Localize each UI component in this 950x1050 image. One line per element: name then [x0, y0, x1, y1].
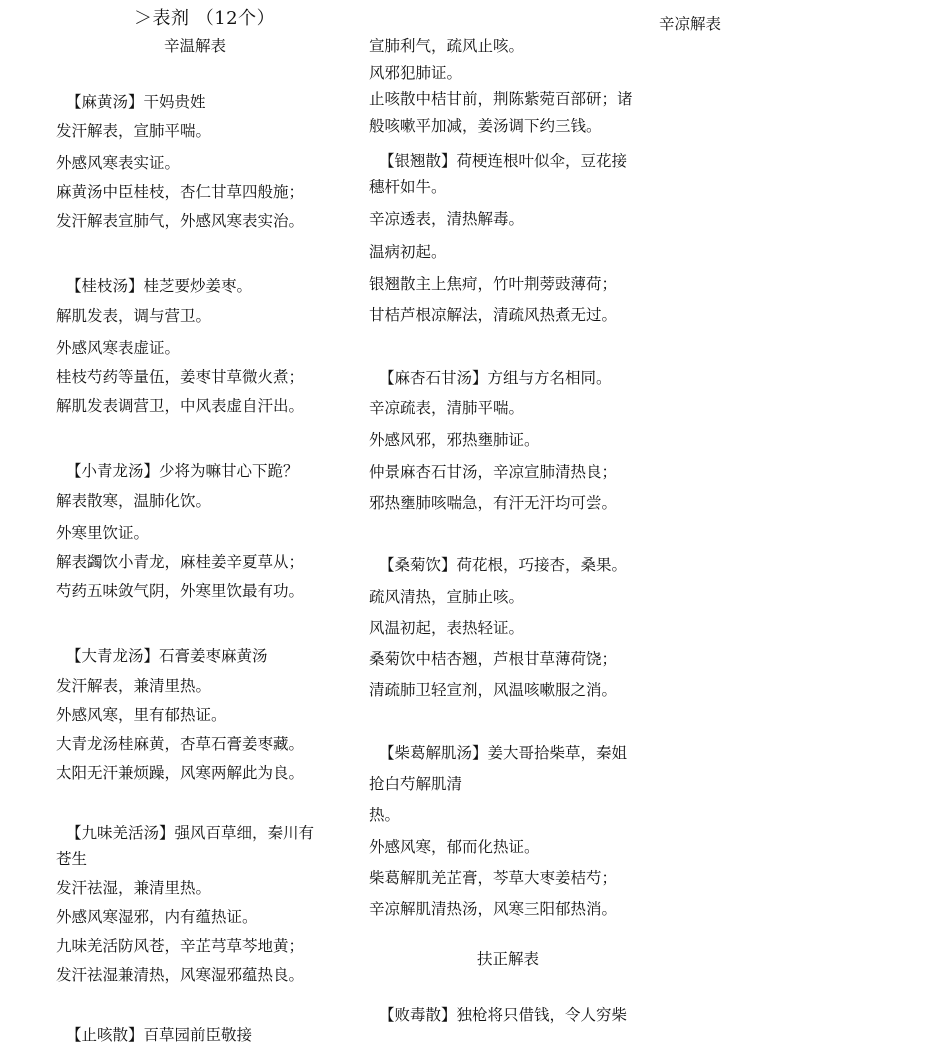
formula-verse-line: 仲景麻杏石甘汤，辛凉宣肺清热良； — [369, 463, 618, 481]
formula-verse-line: 麻黄汤中臣桂枝，杏仁甘草四般施； — [56, 183, 305, 201]
formula-verse-line: 发汗解表宣肺气，外感风寒表实治。 — [56, 212, 305, 230]
formula-indication: 风邪犯肺证。 — [369, 64, 463, 82]
section-heading-biaoji: ＞表剂 （12个） — [134, 8, 276, 29]
formula-verse-line: 邪热壅肺咳喘急，有汗无汗均可尝。 — [369, 494, 618, 512]
formula-title-continued: 热。 — [369, 806, 401, 824]
subsection-heading-xinliang: 辛凉解表 — [659, 15, 722, 33]
formula-title: 【小青龙汤】少将为嘛甘心下跪？ — [66, 462, 299, 480]
formula-effect: 宣肺利气，疏风止咳。 — [369, 37, 525, 55]
formula-indication: 风温初起，表热轻证。 — [369, 619, 525, 637]
formula-indication: 外感风寒，郁而化热证。 — [369, 838, 540, 856]
formula-title: 【止咳散】百草园前臣敬接 — [66, 1026, 253, 1044]
formula-verse-line: 般咳嗽平加减，姜汤调下约三钱。 — [369, 117, 602, 135]
formula-verse-line: 芍药五味敛气阴，外寒里饮最有功。 — [56, 582, 305, 600]
formula-effect: 发汗解表，宣肺平喘。 — [56, 122, 212, 140]
formula-verse-line: 发汗祛湿兼清热，风寒湿邪蕴热良。 — [56, 966, 305, 984]
formula-title: 【败毒散】独枪将只借钱，令人穷柴 — [379, 1006, 628, 1024]
formula-effect: 疏风清热，宣肺止咳。 — [369, 588, 525, 606]
formula-title: 【麻黄汤】干妈贵姓 — [66, 93, 206, 111]
formula-effect: 解表散寒，温肺化饮。 — [56, 492, 212, 510]
formula-effect: 发汗祛湿，兼清里热。 — [56, 879, 212, 897]
formula-verse-line: 柴葛解肌羌芷膏，芩草大枣姜桔芍； — [369, 869, 618, 887]
formula-indication: 外感风寒，里有郁热证。 — [56, 706, 227, 724]
formula-indication: 外感风寒表虚证。 — [56, 339, 181, 357]
formula-verse-line: 辛凉解肌清热汤，风寒三阳郁热消。 — [369, 900, 618, 918]
formula-verse-line: 大青龙汤桂麻黄，杏草石膏姜枣藏。 — [56, 735, 305, 753]
formula-title: 【银翘散】荷梗连根叶似伞，豆花接 — [379, 152, 628, 170]
formula-verse-line: 止咳散中桔甘前，荆陈紫菀百部研；诸 — [369, 90, 633, 108]
formula-indication: 外感风寒表实证。 — [56, 154, 181, 172]
formula-title-continued: 抢白芍解肌清 — [369, 775, 463, 793]
formula-title: 【九味羌活汤】强风百草细，秦川有 — [66, 824, 315, 842]
formula-verse-line: 解表蠲饮小青龙，麻桂姜辛夏草从； — [56, 553, 305, 571]
subsection-heading-xinwen: 辛温解表 — [164, 37, 227, 55]
formula-title: 【桑菊饮】荷花根，巧接杏，桑果。 — [379, 556, 628, 574]
formula-verse-line: 太阳无汗兼烦躁，风寒两解此为良。 — [56, 764, 305, 782]
formula-effect: 发汗解表，兼清里热。 — [56, 677, 212, 695]
formula-title-continued: 穗杆如牛。 — [369, 178, 447, 196]
formula-verse-line: 桑菊饮中桔杏翘，芦根甘草薄荷饶； — [369, 650, 618, 668]
formula-title: 【麻杏石甘汤】方组与方名相同。 — [379, 369, 612, 387]
formula-verse-line: 甘桔芦根凉解法，清疏风热煮无过。 — [369, 306, 618, 324]
formula-indication: 温病初起。 — [369, 243, 447, 261]
formula-effect: 辛凉透表，清热解毒。 — [369, 210, 525, 228]
formula-title-continued: 苍生 — [56, 850, 88, 868]
formula-verse-line: 九味羌活防风苍，辛芷芎草芩地黄； — [56, 937, 305, 955]
formula-verse-line: 银翘散主上焦疴，竹叶荆蒡豉薄荷； — [369, 275, 618, 293]
formula-verse-line: 清疏肺卫轻宣剂，风温咳嗽服之消。 — [369, 681, 618, 699]
formula-indication: 外寒里饮证。 — [56, 524, 150, 542]
formula-title: 【大青龙汤】石膏姜枣麻黄汤 — [66, 647, 268, 665]
formula-verse-line: 桂枝芍药等量伍，姜枣甘草微火煮； — [56, 368, 305, 386]
formula-title: 【桂枝汤】桂芝要炒姜枣。 — [66, 277, 253, 295]
formula-effect: 解肌发表，调与营卫。 — [56, 307, 212, 325]
formula-effect: 辛凉疏表，清肺平喘。 — [369, 399, 525, 417]
formula-indication: 外感风邪，邪热壅肺证。 — [369, 431, 540, 449]
formula-indication: 外感风寒湿邪，内有蕴热证。 — [56, 908, 258, 926]
subsection-heading-fuzheng: 扶正解表 — [477, 950, 540, 968]
formula-verse-line: 解肌发表调营卫，中风表虚自汗出。 — [56, 397, 305, 415]
formula-title: 【柴葛解肌汤】姜大哥拾柴草，秦姐 — [379, 744, 628, 762]
